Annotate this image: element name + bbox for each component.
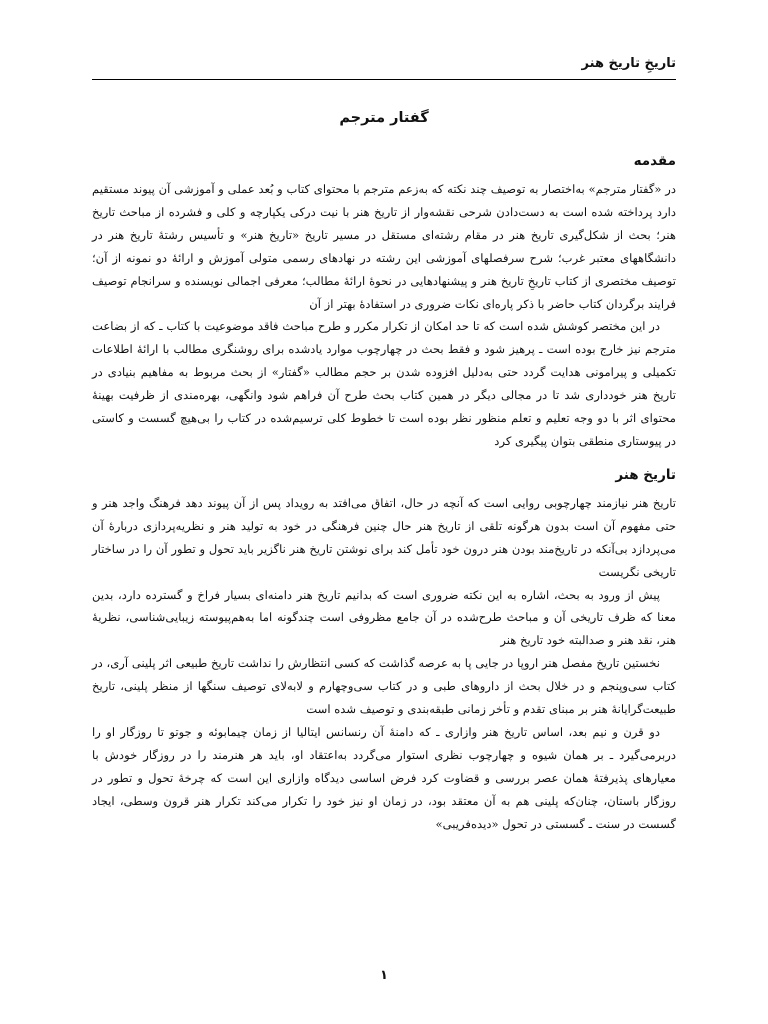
paragraph: در «گفتار مترجم» به‌اختصار به توصیف چند نکته که به‌زعم مترجم با محتوای کتاب و بُعد عملی و آموزشی آن پیوند مستقیم دارد پرداخته شده است به دست‌دادن شرحی نقشه‌وار از تاریخ هنر با نیت درکی یکپارچه و کلی و فشرده از مباحث تاریخ هنر؛ بحث از شکل‌گیری تاریخ هنر در مقام رشته‌ای مستقل در مسیر تاریخ «تاریخ هنر» و تأسیس رشتهٔ تاریخ هنر در دانشگاههای معتبر غرب؛ شرح سرفصلهای آموزشی این رشته در نهادهای رسمی متولی آموزش و ارائهٔ دو نمونه از آن؛ توصیف مختصری از کتاب تاریخِ تاریخ هنر و پیشنهادهایی در نحوهٔ ارائهٔ مطالب؛ معرفی اجمالی نویسنده و سرانجام توصیف فرایند برگردان کتاب حاضر با ذکر پاره‌ای نکات ضروری در استفادهٔ بهتر از آن xyxy=(92,182,676,311)
running-header-title: تاریخِ تاریخ هنر xyxy=(581,56,676,71)
paragraph: پیش از ورود به بحث، اشاره به این نکته ضروری است که بدانیم تاریخ هنر دامنه‌ای بسیار فراخ و گسترده دارد، بدین معنا که ظرف تاریخی آن و مباحث طرح‌شده در آن جامع مظروفی است چندگونه اما به‌هم‌پیوسته زیبایی‌شناسی، نظریهٔ هنر، نقد هنر و صدالبته خود تاریخ هنر xyxy=(92,587,676,648)
paragraph: در این مختصر کوشش شده است که تا حد امکان از تکرار مکرر و طرح مباحث فاقد موضوعیت با کتاب ـ که از بضاعت مترجم نیز خارج بوده است ـ پرهیز شود و فقط بحث در چهارچوب موارد یادشده برای روشنگری مطالب با ارائهٔ اطلاعات تکمیلی و پیرامونی هدایت گردد حتی به‌دلیل افزوده شدن بر حجم مطالب «گفتار» از بحث مربوط به مفاهیم بنیادی در تاریخ هنر خودداری شد تا در مجالی دیگر در همین کتاب بحث طرح آن فراهم شود وانگهی، بهره‌مندی از ظرفیت بهینهٔ محتوای اثر با دو وجه تعلیم و تعلم منظور نظر بوده است تا خطوط کلی ترسیم‌شده در کتاب را بی‌هیچ گسست و کاستی در پیوستاری منطقی بتوان پیگیری کرد xyxy=(92,319,676,448)
section-heading-introduction: مقدمه xyxy=(633,153,676,169)
chapter-title: گفتار مترجم xyxy=(339,110,429,126)
paragraph: دو قرن و نیم بعد، اساس تاریخ هنر وازاری ـ که دامنهٔ آن رنسانس ایتالیا از زمان چیمابوئه و جوتو تا روزگار او را دربرمی‌گیرد ـ بر همان شیوه و چهارچوب نظری استوار می‌گردد به‌اعتقاد او، باید هر هنرمند را در روزگار خودش با معیارهای پذیرفتهٔ همان عصر بررسی و قضاوت کرد فرض اساسی دیدگاه وازاری این است که چرخهٔ تحول و تطور در روزگار باستان، چنان‌که پلینی هم به آن معتقد بود، در زمان او نیز خود را تکرار می‌کند تکرار هنر قرون وسطی، ایجاد گسست در سنت ـ گسستی در تحول «دیده‌فریبی» xyxy=(92,724,676,831)
paragraph: تاریخ هنر نیازمند چهارچوبی روایی است که آنچه در حال، اتفاق می‌افتد به رویداد پس از آن پیوند دهد فرهنگ واجد هنر و حتی مفهوم آن است بدون هرگونه تلقی از تاریخ هنر حال چنین فرهنگی در خود به تولید هنر و نظریه‌پردازی دربارهٔ آن می‌پردازد بی‌آنکه در تاریخ‌مند بودن هنر درون خود تأمل کند برای نوشتن تاریخ هنر ناگزیر باید تحول و تطور آن را در ساختار تاریخی نگریست xyxy=(92,495,676,579)
body-text xyxy=(92,150,676,835)
page-number: ۱ xyxy=(380,968,388,983)
section-heading-art-history: تاریخ هنر xyxy=(615,466,676,483)
header-rule xyxy=(92,79,676,80)
paragraph: نخستین تاریخ مفصل هنر اروپا در جایی پا به عرصه گذاشت که کسی انتظارش را نداشت تاریخ طبیعی اثر پلینی آری، در کتاب سی‌وپنجم و در خلال بحث از داروهای طبی و در کتاب سی‌وچهارم و لابه‌لای توصیف سنگها از منظر پلینی، تاریخ طبیعت‌گرایانهٔ هنر بر مبنای تقدم و تأخر زمانی طبقه‌بندی و توصیف شده است xyxy=(92,656,676,717)
